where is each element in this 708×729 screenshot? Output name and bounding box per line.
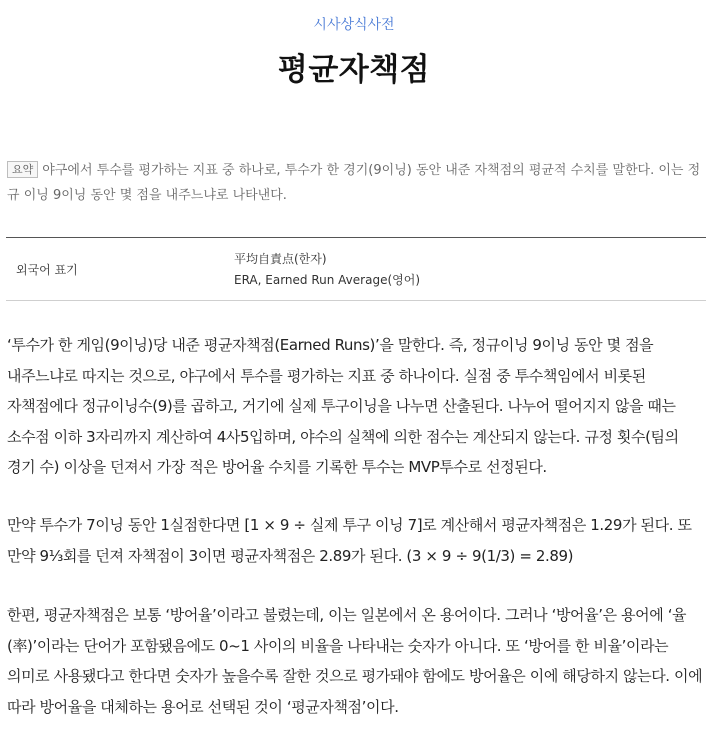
summary-section: [7, 158, 701, 208]
category-link[interactable]: 시사상식사전: [313, 17, 395, 33]
page-title: 평균자책점: [277, 52, 431, 88]
english-notation: ERA, Earned Run Average(영어): [234, 273, 420, 287]
summary-badge: 요약: [7, 161, 38, 178]
summary-text: 야구에서 투수를 평가하는 지표 중 하나로, 투수가 한 경기(9이닝) 동안 내준 자책점의 평균적 수치를 말한다. 이는 정규 이닝 9이닝 동안 몇 점을 내주느냐로 나타낸다.: [7, 163, 701, 203]
body-paragraph-terminology: 한편, 평균자책점은 보통 ‘방어율’이라고 불렸는데, 이는 일본에서 온 용어이다. 그러나 ‘방어율’은 용어에 ‘율(率)’이라는 단어가 포함됐음에도 0~1 사이의 비율을 나타내는 숫자가 아니다. 또 ‘방어를 한 비율’이라는 의미로 사용됐다고 한다면 숫자가 높을수록 잘한 것으로 평가돼야 함에도 방어율은 이에 해당하지 않는다. 이에 따라 방어율을 대체하는 용어로 선택된 것이 ‘평균자책점’이다.: [7, 606, 703, 716]
body-paragraph-definition: ‘투수가 한 게임(9이닝)당 내준 평균자책점(Earned Runs)’을 말한다. 즉, 정규이닝 9이닝 동안 몇 점을 내주느냐로 따지는 것으로, 야구에서 투수를 평가하는 지표 중 하나이다. 실점 중 투수책임에서 비롯된 자책점에다 정규이닝수(9)를 곱하고, 거기에 실제 투구이닝을 나누면 산출된다. 나누어 떨어지지 않을 때는 소수점 이하 3자리까지 계산하여 4사5입하며, 야수의 실책에 의한 점수는 계산되지 않는다. 규정 횟수(팀의 경기 수) 이상을 던져서 가장 적은 방어율 수치를 기록한 투수는 MVP투수로 선정된다.: [7, 336, 679, 476]
foreign-notation-table: [6, 237, 706, 301]
hanja-notation: 平均自責点(한자): [234, 252, 327, 266]
body-paragraph-example: 만약 투수가 7이닝 동안 1실점한다면 [1 × 9 ÷ 실제 투구 이닝 7]로 계산해서 평균자책점은 1.29가 된다. 또 만약 9⅓회를 던져 자책점이 3이면 평균자책점은 2.89가 된다. (3 × 9 ÷ 9(1/3) = 2.89): [7, 516, 692, 565]
foreign-notation-label: 외국어 표기: [16, 263, 78, 277]
